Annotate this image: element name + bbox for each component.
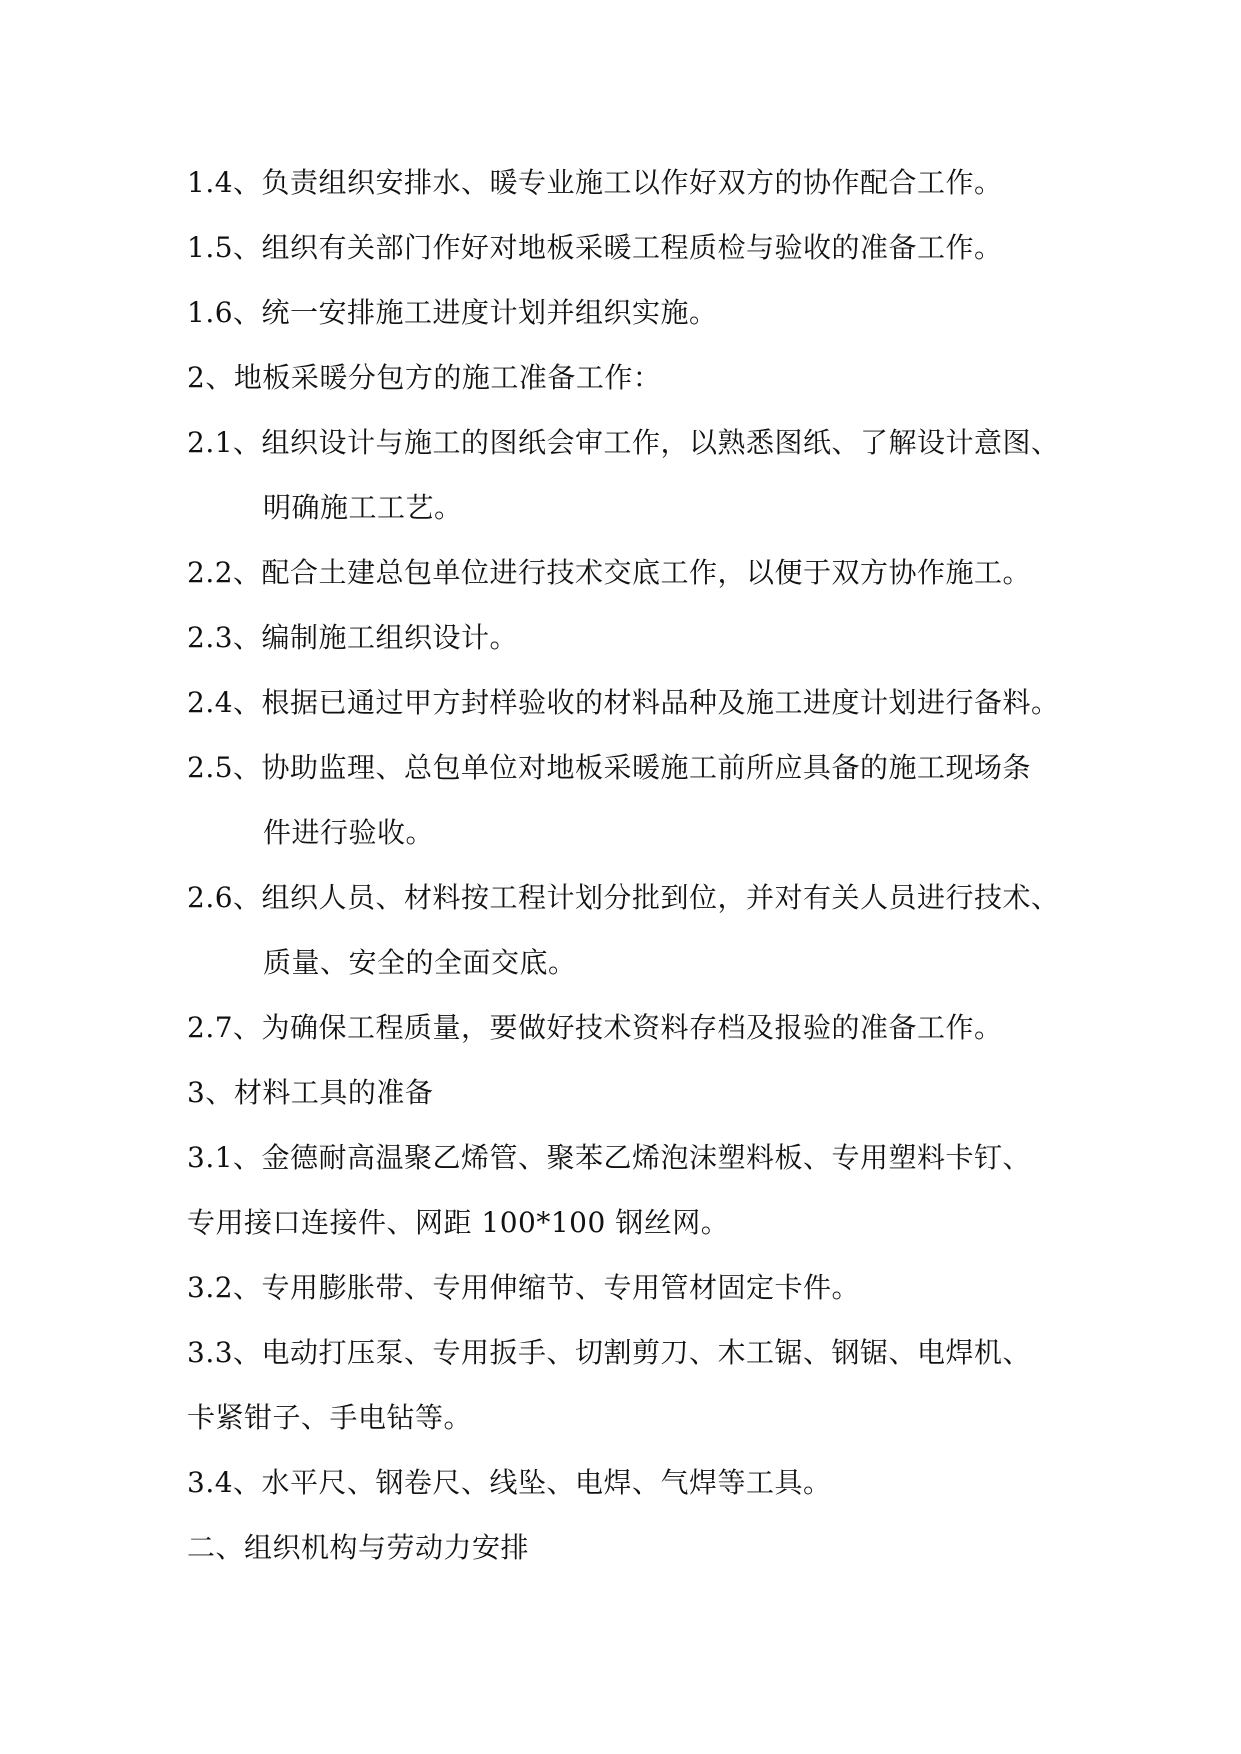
section-heading: 2、地板采暖分包方的施工准备工作： [187,361,662,394]
text-line: 2.5、协助监理、总包单位对地板采暖施工前所应具备的施工现场条 [187,751,1032,784]
text-line: 2.6、组织人员、材料按工程计划分批到位，并对有关人员进行技术、 [187,881,1060,914]
text-line: 2.1、组织设计与施工的图纸会审工作，以熟悉图纸、了解设计意图、 [187,426,1060,459]
text-line: 2.7、为确保工程质量，要做好技术资料存档及报验的准备工作。 [187,1011,1003,1044]
text-line: 1.4、负责组织安排水、暖专业施工以作好双方的协作配合工作。 [187,166,1003,199]
text-line-continuation: 质量、安全的全面交底。 [263,946,577,979]
text-line: 专用接口连接件、网距 100*100 钢丝网。 [187,1206,730,1239]
text-line-continuation: 件进行验收。 [263,816,435,849]
chapter-heading: 二、组织机构与劳动力安排 [187,1531,530,1564]
text-line: 3.4、水平尺、钢卷尺、线坠、电焊、气焊等工具。 [187,1466,832,1499]
text-line: 2.3、编制施工组织设计。 [187,621,519,654]
text-line: 3.1、金德耐高温聚乙烯管、聚苯乙烯泡沫塑料板、专用塑料卡钉、 [187,1141,1032,1174]
text-line: 3.2、专用膨胀带、专用伸缩节、专用管材固定卡件。 [187,1271,861,1304]
section-heading: 3、材料工具的准备 [187,1076,434,1109]
text-line: 2.2、配合土建总包单位进行技术交底工作，以便于双方协作施工。 [187,556,1032,589]
text-line: 3.3、电动打压泵、专用扳手、切割剪刀、木工锯、钢锯、电焊机、 [187,1336,1032,1369]
text-line-continuation: 明确施工工艺。 [263,491,463,524]
text-line: 卡紧钳子、手电钻等。 [187,1401,473,1434]
text-line: 1.5、组织有关部门作好对地板采暖工程质检与验收的准备工作。 [187,231,1003,264]
text-line: 2.4、根据已通过甲方封样验收的材料品种及施工进度计划进行备料。 [187,686,1060,719]
text-line: 1.6、统一安排施工进度计划并组织实施。 [187,296,718,329]
